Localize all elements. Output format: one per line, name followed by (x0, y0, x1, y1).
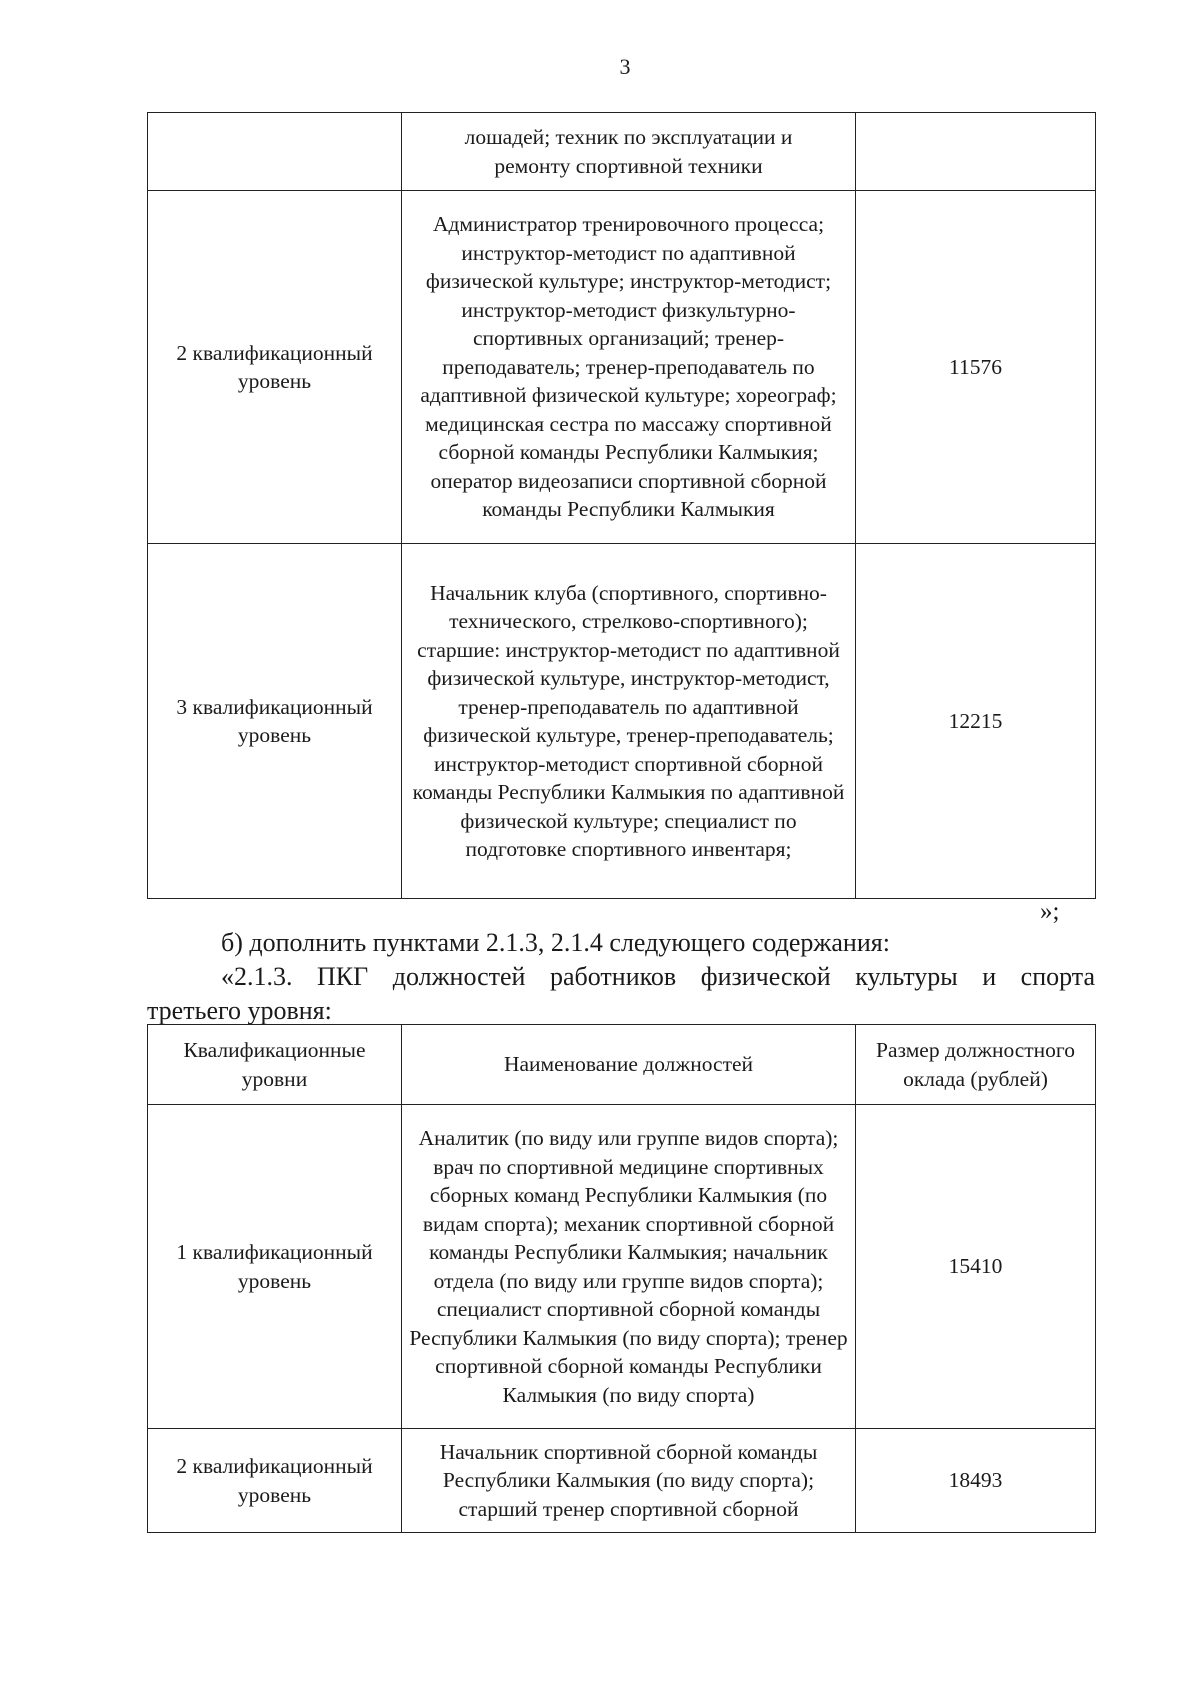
table-row (148, 1429, 1096, 1533)
paragraph-2-1-3-line2: третьего уровня: (147, 996, 332, 1025)
paragraph-2-1-3 (147, 960, 1095, 1028)
level-cell: 2 квалификационный уровень (148, 1429, 402, 1533)
level-cell: 3 квалификационный уровень (148, 544, 402, 899)
positions-cell (402, 1105, 856, 1429)
positions-text: Начальник клуба (спортивного, спортивно-технического, стрелково-спортивного); старшие: инструктор-методист по адаптивной физической культуре, инструктор-методист, тренер-преподаватель по адаптивной физической культуре, тренер-преподаватель; инструктор-методист спортивной сборной команды Республики Калмыкия по адаптивной физической культуре; специалист по подготовке спортивного инвентаря; (412, 580, 845, 861)
salary-cell (856, 113, 1096, 191)
positions-cell (402, 191, 856, 544)
header-positions: Наименование должностей (402, 1025, 856, 1105)
table-row (148, 544, 1096, 899)
header-level: Квалификационные уровни (148, 1025, 402, 1105)
positions-text: лошадей; техник по эксплуатации и ремонту спортивной техники (464, 125, 793, 178)
page-number: 3 (619, 54, 631, 79)
table-row (148, 1105, 1096, 1429)
closing-quote: »; (1040, 898, 1060, 925)
positions-cell (402, 1429, 856, 1533)
level-cell (148, 113, 402, 191)
positions-text: Аналитик (по виду или группе видов спорта); врач по спортивной медицине спортивных сборных команд Республики Калмыкия (по видам спорта); механик спортивной сборной команды Республики Калмыкия; начальник отдела (по виду или группе видов спорта); специалист спортивной сборной команды Республики Калмыкия (по виду спорта); тренер спортивной сборной команды Республики Калмыкия (по виду спорта) (409, 1126, 848, 1407)
salary-cell: 15410 (856, 1105, 1096, 1429)
qualification-table-third-level (147, 1024, 1096, 1533)
salary-cell: 18493 (856, 1429, 1096, 1533)
level-cell: 2 квалификационный уровень (148, 191, 402, 544)
positions-cell (402, 544, 856, 899)
table-header-row (148, 1025, 1096, 1105)
positions-text: Начальник спортивной сборной команды Республики Калмыкия (по виду спорта); старший тренер спортивной сборной (439, 1439, 818, 1521)
paragraph-amendment: б) дополнить пунктами 2.1.3, 2.1.4 следующего содержания: (221, 928, 890, 957)
table-row (148, 191, 1096, 544)
table-row (148, 113, 1096, 191)
positions-text: Администратор тренировочного процесса; инструктор-методист по адаптивной физической культуре; инструктор-методист; инструктор-методист физкультурно-спортивных организаций; тренер-преподаватель; тренер-преподаватель по адаптивной физической культуре; хореограф; медицинская сестра по массажу спортивной сборной команды Республики Калмыкия; оператор видеозаписи спортивной сборной команды Республики Калмыкия (420, 212, 837, 522)
header-salary: Размер должностного оклада (рублей) (856, 1025, 1096, 1105)
level-cell: 1 квалификационный уровень (148, 1105, 402, 1429)
positions-cell (402, 113, 856, 191)
paragraph-2-1-3-line1: «2.1.3. ПКГ должностей работников физической культуры и спорта (221, 962, 1095, 991)
qualification-table-continued (147, 112, 1096, 899)
salary-cell: 12215 (856, 544, 1096, 899)
salary-cell: 11576 (856, 191, 1096, 544)
